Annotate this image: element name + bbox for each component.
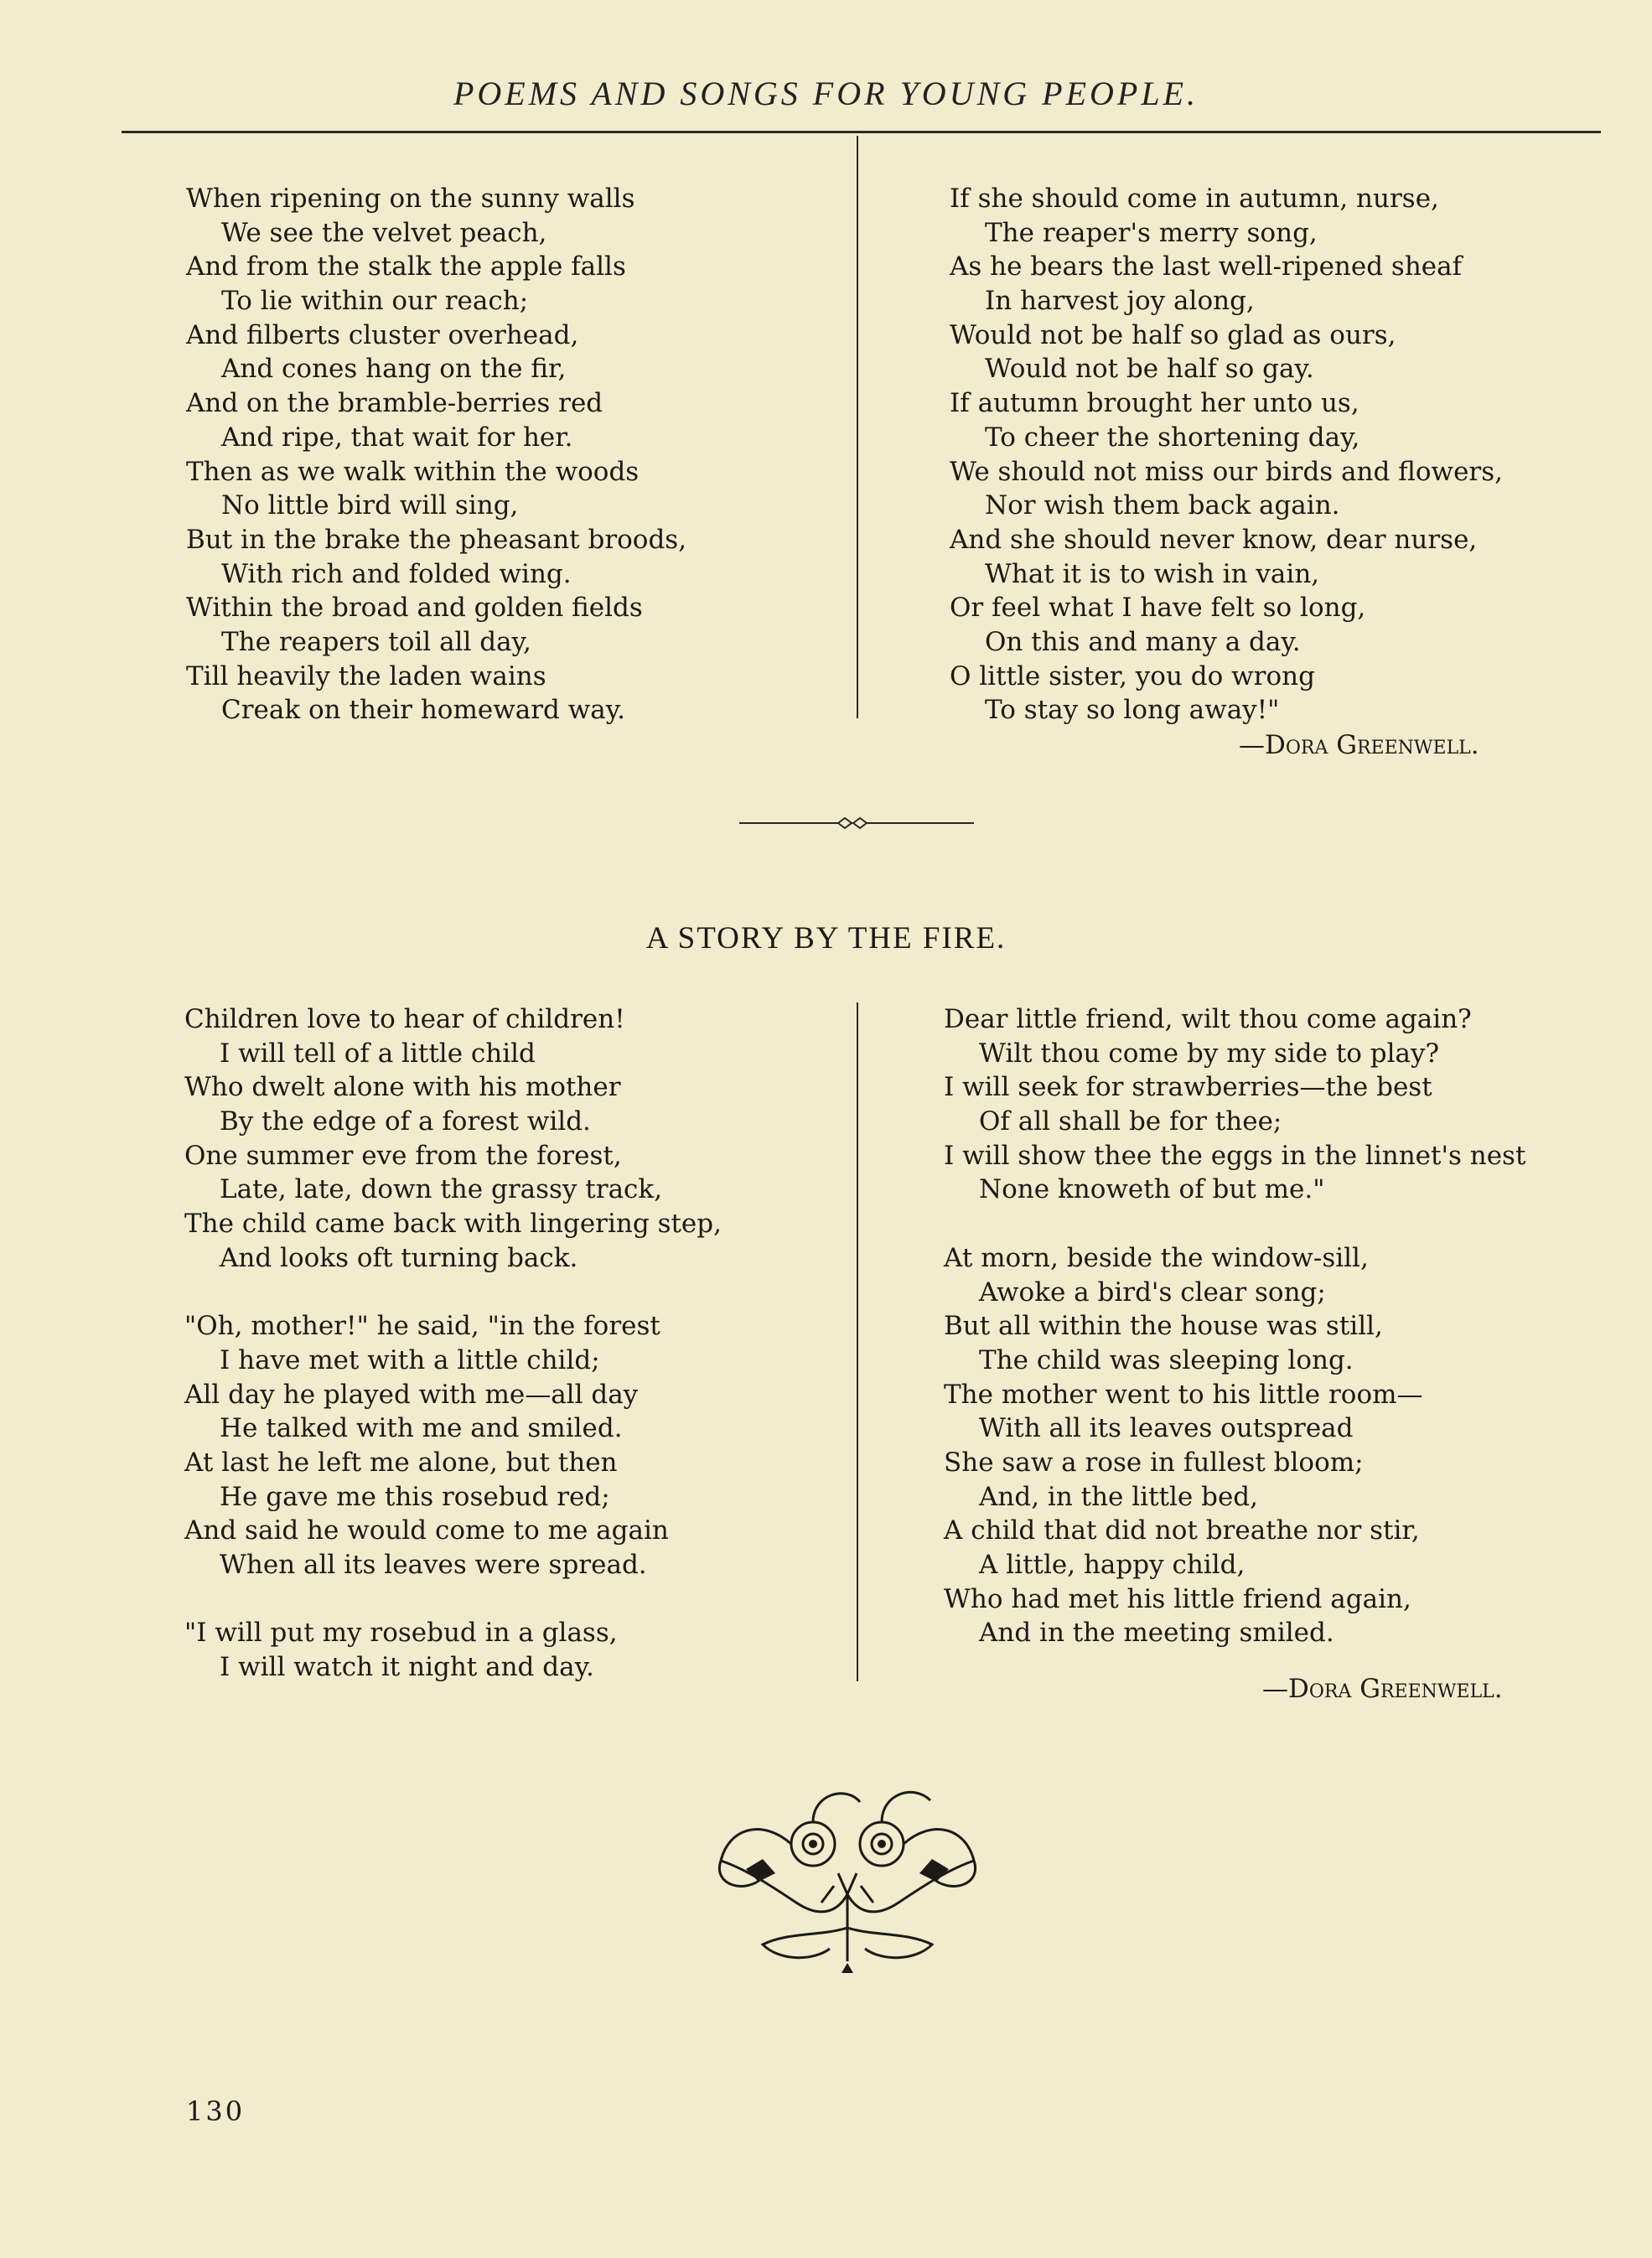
poem-line: Creak on their homeward way. xyxy=(221,695,626,726)
poem-line: And ripe, that wait for her. xyxy=(221,422,573,453)
poem-line: I will tell of a little child xyxy=(220,1038,536,1069)
poem-line: A little, happy child, xyxy=(979,1550,1245,1580)
poem2-right-column xyxy=(944,1002,1525,1650)
poem-line: He talked with me and smiled. xyxy=(220,1413,623,1444)
poem-line: Dear little friend, wilt thou come again? xyxy=(944,1004,1472,1034)
poem-line: The child came back with lingering step, xyxy=(184,1209,722,1240)
stanza-break xyxy=(184,1276,722,1310)
poem-line: Who had met his little friend again, xyxy=(944,1583,1411,1614)
poem-line: The reapers toil all day, xyxy=(221,626,531,657)
poem-line: I have met with a little child; xyxy=(220,1344,600,1375)
stanza-break xyxy=(944,1207,1525,1241)
poem-line: We should not miss our birds and flowers, xyxy=(950,456,1504,487)
poem-line: None knoweth of but me." xyxy=(979,1174,1325,1205)
poem-line: "Oh, mother!" he said, "in the forest xyxy=(184,1311,660,1342)
poem-line: To lie within our reach; xyxy=(221,286,529,317)
poem1-right-column xyxy=(950,182,1503,728)
poem-line: What it is to wish in vain, xyxy=(985,558,1320,589)
poem-line: By the edge of a forest wild. xyxy=(220,1106,591,1137)
poem-line: And filberts cluster overhead, xyxy=(186,319,579,350)
poem-line: The child was sleeping long. xyxy=(979,1344,1354,1375)
poem-line: At morn, beside the window-sill, xyxy=(944,1242,1369,1273)
poem-line: And looks oft turning back. xyxy=(220,1242,578,1273)
poem-line: In harvest joy along, xyxy=(985,286,1255,317)
poem-line: When all its leaves were spread. xyxy=(220,1550,647,1580)
poem-line: The mother went to his little room— xyxy=(944,1379,1423,1410)
floral-ornament xyxy=(696,1769,997,1978)
poem-line: I will show thee the eggs in the linnet's nest xyxy=(944,1140,1526,1171)
poem-line: Late, late, down the grassy track, xyxy=(220,1174,663,1205)
poem-line: She saw a rose in fullest bloom; xyxy=(944,1447,1364,1478)
column-rule-top xyxy=(857,136,858,718)
poem-line: A child that did not breathe nor stir, xyxy=(944,1515,1420,1546)
poem-line: All day he played with me—all day xyxy=(184,1379,639,1410)
page-number: 130 xyxy=(186,2095,246,2127)
poem-line: And, in the little bed, xyxy=(979,1481,1259,1512)
poem-line: At last he left me alone, but then xyxy=(184,1447,618,1478)
poem-line: He gave me this rosebud red; xyxy=(220,1481,610,1512)
poem-line: On this and many a day. xyxy=(985,626,1301,657)
poem-line: Of all shall be for thee; xyxy=(979,1106,1282,1137)
poem-line: As he bears the last well-ripened sheaf xyxy=(950,251,1463,282)
poem-line: And cones hang on the fir, xyxy=(221,354,567,385)
poem2-left-column xyxy=(184,1002,722,1685)
poem-line: But in the brake the pheasant broods, xyxy=(186,524,687,555)
stanza-break xyxy=(184,1582,722,1617)
poem-line: And she should never know, dear nurse, xyxy=(950,524,1478,555)
column-rule-bottom xyxy=(857,1002,858,1681)
poem-line: And on the bramble-berries red xyxy=(186,388,603,419)
section-divider xyxy=(739,815,974,831)
poem-line: With rich and folded wing. xyxy=(221,558,572,589)
header-rule xyxy=(122,131,1601,133)
poem1-left-column xyxy=(186,182,686,728)
poem-line: Would not be half so glad as ours, xyxy=(950,319,1396,350)
poem-line: Who dwelt alone with his mother xyxy=(184,1072,621,1103)
poem1-attribution: —Dora Greenwell. xyxy=(1239,730,1479,760)
poem-line: One summer eve from the forest, xyxy=(184,1140,622,1171)
poem-line: Till heavily the laden wains xyxy=(186,660,546,691)
poem-line: To cheer the shortening day, xyxy=(985,422,1360,453)
poem-title: A STORY BY THE FIRE. xyxy=(645,921,1007,956)
poem-line: And from the stalk the apple falls xyxy=(186,251,626,282)
poem-line: To stay so long away!" xyxy=(985,695,1280,726)
poem-line: If autumn brought her unto us, xyxy=(950,388,1359,419)
poem-line: Wilt thou come by my side to play? xyxy=(979,1038,1440,1069)
poem-line: Children love to hear of children! xyxy=(184,1004,625,1034)
poem-line: Then as we walk within the woods xyxy=(186,456,640,487)
poem-line: Within the broad and golden fields xyxy=(186,593,643,624)
poem-line: Would not be half so gay. xyxy=(985,354,1314,385)
poem-line: No little bird will sing, xyxy=(221,490,519,521)
poem-line: But all within the house was still, xyxy=(944,1311,1383,1342)
poem-line: When ripening on the sunny walls xyxy=(186,184,635,214)
poem-line: If she should come in autumn, nurse, xyxy=(950,184,1439,214)
poem-line: And said he would come to me again xyxy=(184,1515,669,1546)
poem-line: I will seek for strawberries—the best xyxy=(944,1072,1432,1103)
poem-line: "I will put my rosebud in a glass, xyxy=(184,1618,618,1649)
poem-line: We see the velvet peach, xyxy=(221,217,547,248)
poem-line: The reaper's merry song, xyxy=(985,217,1318,248)
poem-line: Awoke a bird's clear song; xyxy=(979,1277,1326,1308)
poem-line: And in the meeting smiled. xyxy=(979,1618,1334,1649)
poem-line: Or feel what I have felt so long, xyxy=(950,593,1366,624)
poem-line: O little sister, you do wrong xyxy=(950,660,1315,691)
running-title: POEMS AND SONGS FOR YOUNG PEOPLE. xyxy=(453,75,1199,112)
poem-line: With all its leaves outspread xyxy=(979,1413,1354,1444)
poem-line: I will watch it night and day. xyxy=(220,1652,594,1683)
poem-line: Nor wish them back again. xyxy=(985,490,1340,521)
poem2-attribution: —Dora Greenwell. xyxy=(1262,1674,1503,1704)
